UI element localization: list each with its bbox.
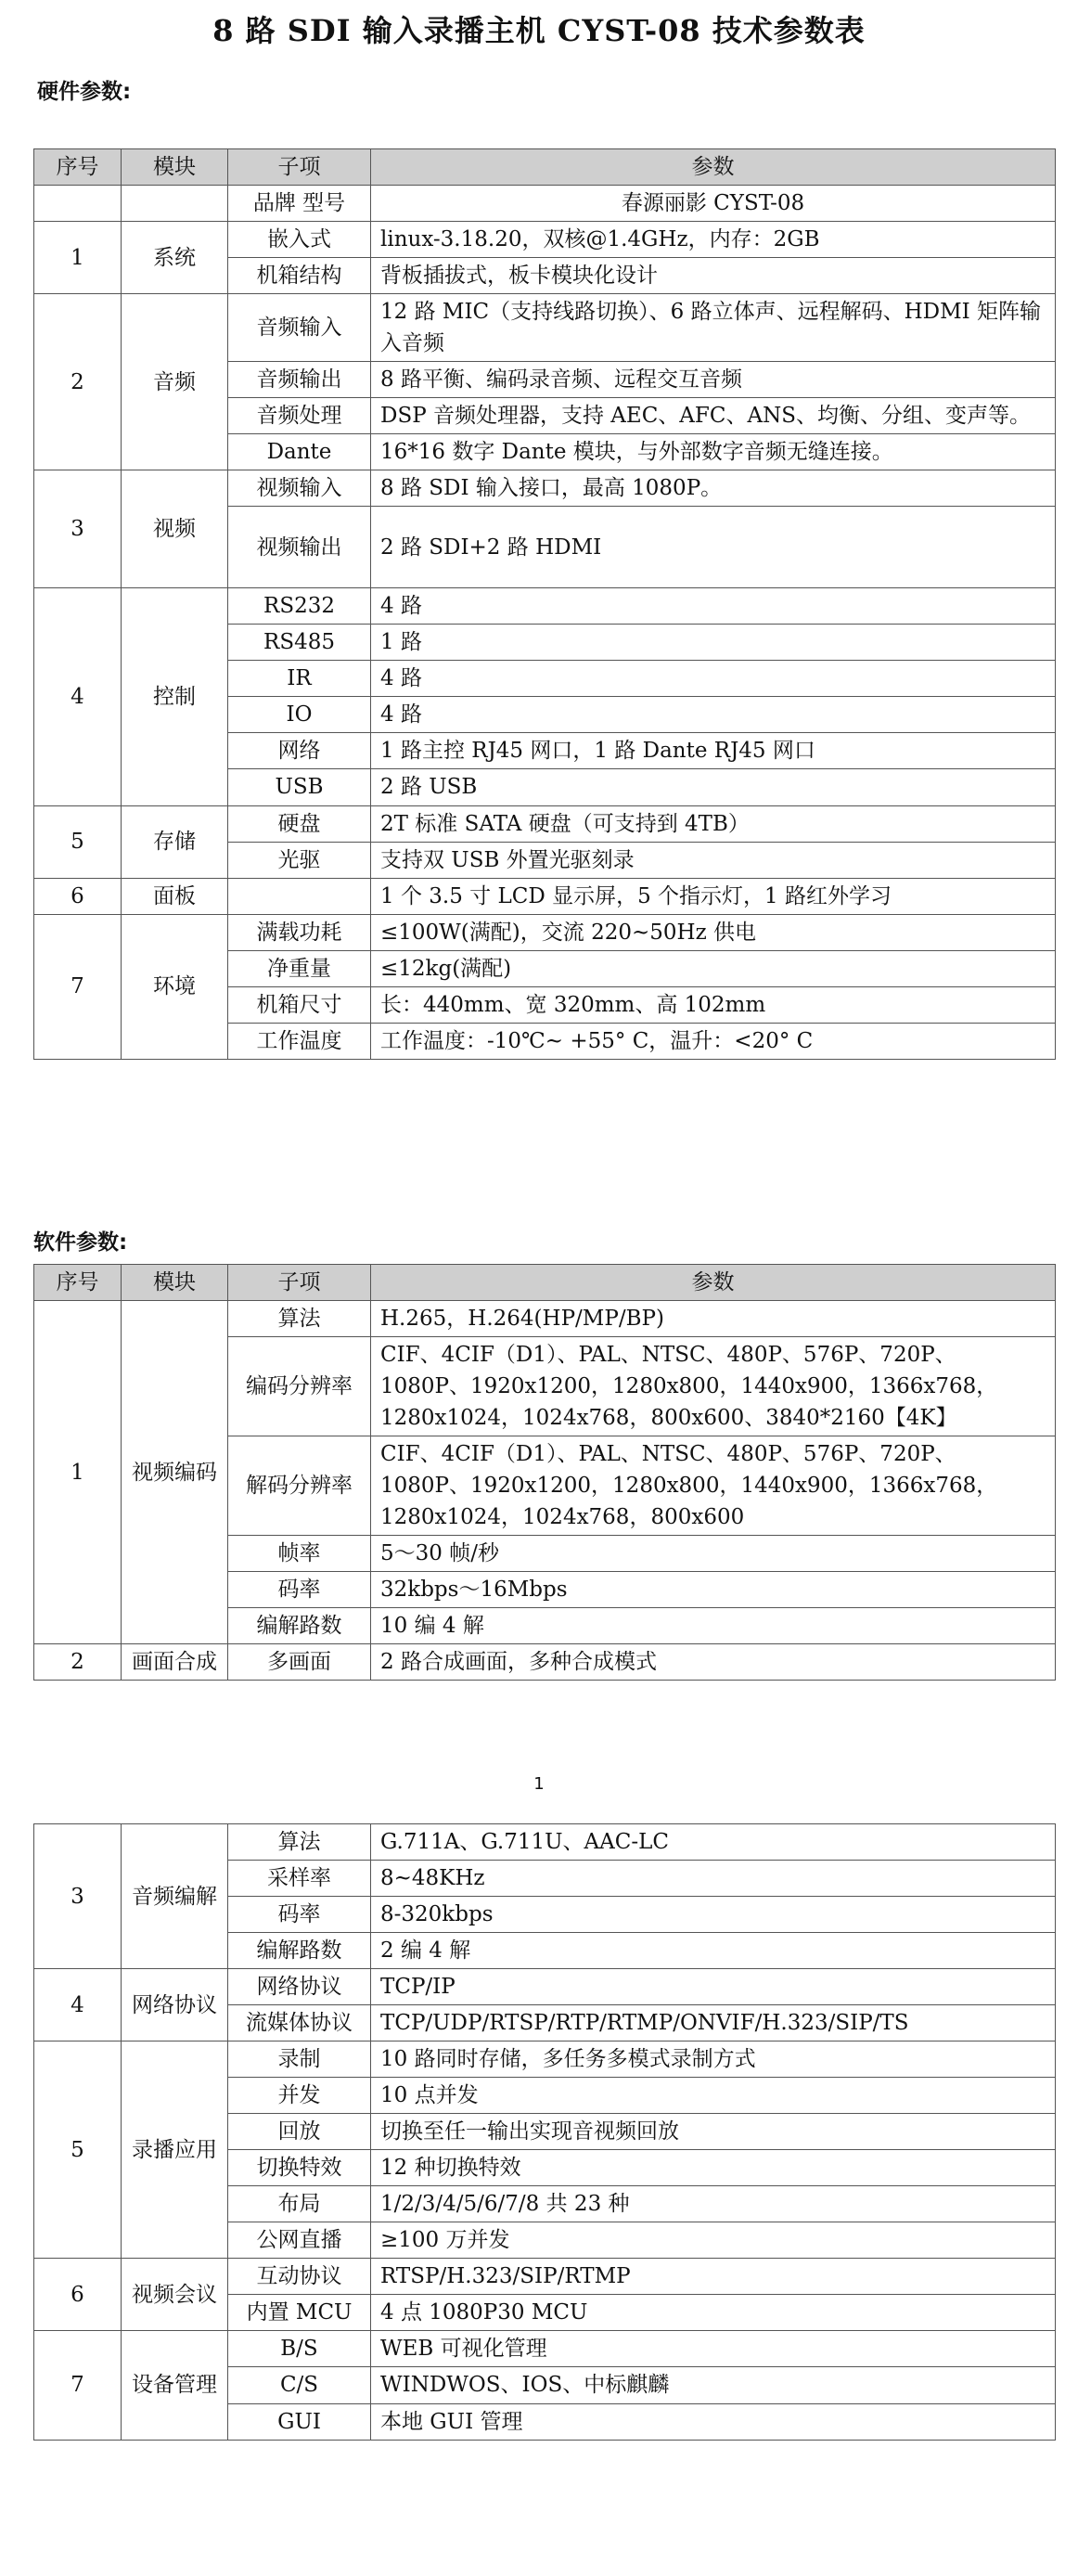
param-cell: 4 路	[371, 588, 1056, 625]
param-cell: 2 路 USB	[371, 769, 1056, 805]
table-row	[34, 914, 1056, 950]
table-row	[34, 470, 1056, 507]
param-cell: 本地 GUI 管理	[371, 2403, 1056, 2440]
item-cell: 视频输出	[228, 507, 371, 588]
item-cell: 流媒体协议	[228, 2005, 371, 2041]
param-cell: DSP 音频处理器，支持 AEC、AFC、ANS、均衡、分组、变声等。	[371, 398, 1056, 434]
param-cell: 2T 标准 SATA 硬盘（可支持到 4TB）	[371, 805, 1056, 842]
item-cell: IR	[228, 661, 371, 697]
module-cell: 控制	[122, 588, 228, 805]
item-cell: 多画面	[228, 1644, 371, 1681]
param-cell: 32kbps～16Mbps	[371, 1572, 1056, 1608]
param-cell: 5～30 帧/秒	[371, 1536, 1056, 1572]
item-cell: 帧率	[228, 1536, 371, 1572]
item-cell: 音频输入	[228, 294, 371, 362]
param-cell: CIF、4CIF（D1）、PAL、NTSC、480P、576P、720P、1080P、1920x1200，1280x800，1440x900，1366x768，1280x1024，1024x768，800x600、3840*2160【4K】	[371, 1337, 1056, 1436]
item-cell: 嵌入式	[228, 222, 371, 258]
item-cell: 码率	[228, 1572, 371, 1608]
param-cell: G.711A、G.711U、AAC-LC	[371, 1824, 1056, 1861]
item-cell: 并发	[228, 2078, 371, 2114]
item-cell: 算法	[228, 1824, 371, 1861]
item-cell: 网络	[228, 733, 371, 769]
table-row	[34, 294, 1056, 362]
row-number-cell: 2	[34, 294, 122, 470]
table-row	[34, 2331, 1056, 2367]
param-cell: TCP/IP	[371, 1969, 1056, 2005]
module-cell: 系统	[122, 222, 228, 294]
item-cell: 解码分辨率	[228, 1436, 371, 1536]
item-cell: RS232	[228, 588, 371, 625]
param-cell: 2 路合成画面，多种合成模式	[371, 1644, 1056, 1681]
param-cell: 4 路	[371, 661, 1056, 697]
item-cell: 录制	[228, 2041, 371, 2078]
item-cell: IO	[228, 697, 371, 733]
item-cell: USB	[228, 769, 371, 805]
table-row	[34, 186, 1056, 222]
param-cell: 1 路主控 RJ45 网口，1 路 Dante RJ45 网口	[371, 733, 1056, 769]
module-cell: 视频编码	[122, 1301, 228, 1644]
table-row	[34, 222, 1056, 258]
page-number: 1	[533, 1774, 545, 1794]
item-cell: GUI	[228, 2403, 371, 2440]
item-cell: 品牌 型号	[228, 186, 371, 222]
table-row	[34, 1824, 1056, 1861]
item-cell: 切换特效	[228, 2150, 371, 2186]
row-number-cell: 6	[34, 2259, 122, 2331]
module-cell: 面板	[122, 878, 228, 914]
module-cell: 存储	[122, 805, 228, 878]
row-number-cell: 7	[34, 2331, 122, 2440]
param-cell: 10 编 4 解	[371, 1608, 1056, 1644]
row-number-cell: 1	[34, 222, 122, 294]
param-cell: 8~48KHz	[371, 1861, 1056, 1897]
table-row	[34, 588, 1056, 625]
module-cell: 画面合成	[122, 1644, 228, 1681]
item-cell: 音频输出	[228, 362, 371, 398]
param-cell: 8-320kbps	[371, 1897, 1056, 1933]
param-cell: 春源丽影 CYST-08	[371, 186, 1056, 222]
module-cell: 设备管理	[122, 2331, 228, 2440]
hardware-spec-table	[33, 148, 1056, 1060]
software-spec-table	[33, 1264, 1056, 1681]
param-cell: linux-3.18.20，双核@1.4GHz，内存：2GB	[371, 222, 1056, 258]
item-cell: 互动协议	[228, 2259, 371, 2295]
table-row	[34, 2041, 1056, 2078]
table-row	[34, 2259, 1056, 2295]
table-row	[34, 878, 1056, 914]
header-module: 模块	[122, 1265, 228, 1301]
item-cell: 算法	[228, 1301, 371, 1337]
row-number-cell: 4	[34, 588, 122, 805]
row-number-cell: 3	[34, 470, 122, 588]
item-cell: RS485	[228, 625, 371, 661]
param-cell: 8 路平衡、编码录音频、远程交互音频	[371, 362, 1056, 398]
item-cell: 编解路数	[228, 1608, 371, 1644]
param-cell: CIF、4CIF（D1）、PAL、NTSC、480P、576P、720P、1080P、1920x1200，1280x800，1440x900，1366x768，1280x1024，1024x768，800x600	[371, 1436, 1056, 1536]
param-cell: 1/2/3/4/5/6/7/8 共 23 种	[371, 2186, 1056, 2222]
module-cell: 视频	[122, 470, 228, 588]
header-param: 参数	[371, 1265, 1056, 1301]
item-cell: 音频处理	[228, 398, 371, 434]
row-number-cell: 2	[34, 1644, 122, 1681]
module-cell: 环境	[122, 914, 228, 1059]
param-cell: WINDWOS、IOS、中标麒麟	[371, 2367, 1056, 2403]
header-no: 序号	[34, 1265, 122, 1301]
item-cell: B/S	[228, 2331, 371, 2367]
hardware-table-body	[34, 186, 1056, 1060]
param-cell: 4 路	[371, 697, 1056, 733]
param-cell: ≤100W(满配)，交流 220~50Hz 供电	[371, 914, 1056, 950]
module-cell: 视频会议	[122, 2259, 228, 2331]
param-cell: ≥100 万并发	[371, 2222, 1056, 2259]
param-cell: 长：440mm、宽 320mm、高 102mm	[371, 986, 1056, 1023]
item-cell: 公网直播	[228, 2222, 371, 2259]
param-cell: 2 路 SDI+2 路 HDMI	[371, 507, 1056, 588]
item-cell: 硬盘	[228, 805, 371, 842]
table-row	[34, 805, 1056, 842]
param-cell: WEB 可视化管理	[371, 2331, 1056, 2367]
item-cell: 内置 MCU	[228, 2295, 371, 2331]
item-cell: 布局	[228, 2186, 371, 2222]
item-cell: C/S	[228, 2367, 371, 2403]
item-cell: 机箱尺寸	[228, 986, 371, 1023]
param-cell: 12 种切换特效	[371, 2150, 1056, 2186]
param-cell: 4 点 1080P30 MCU	[371, 2295, 1056, 2331]
module-cell: 音频编解	[122, 1824, 228, 1969]
item-cell: 采样率	[228, 1861, 371, 1897]
item-cell: 光驱	[228, 842, 371, 878]
param-cell: ≤12kg(满配)	[371, 950, 1056, 986]
param-cell: 8 路 SDI 输入接口，最高 1080P。	[371, 470, 1056, 507]
table-header-row	[34, 1265, 1056, 1301]
item-cell: 回放	[228, 2114, 371, 2150]
module-cell: 音频	[122, 294, 228, 470]
software-table-body	[34, 1301, 1056, 1681]
param-cell: 1 路	[371, 625, 1056, 661]
row-number-cell: 5	[34, 805, 122, 878]
header-param: 参数	[371, 149, 1056, 186]
item-cell: 码率	[228, 1897, 371, 1933]
row-number-cell: 5	[34, 2041, 122, 2259]
row-number-cell: 3	[34, 1824, 122, 1969]
table-header-row	[34, 149, 1056, 186]
table-row	[34, 1969, 1056, 2005]
item-cell	[228, 878, 371, 914]
param-cell: RTSP/H.323/SIP/RTMP	[371, 2259, 1056, 2295]
header-item: 子项	[228, 149, 371, 186]
document-title: 8 路 SDI 输入录播主机 CYST-08 技术参数表	[212, 13, 866, 48]
param-cell: 工作温度：-10℃~ +55° C，温升：<20° C	[371, 1023, 1056, 1059]
module-cell: 录播应用	[122, 2041, 228, 2259]
param-cell: TCP/UDP/RTSP/RTP/RTMP/ONVIF/H.323/SIP/TS	[371, 2005, 1056, 2041]
row-number-cell: 1	[34, 1301, 122, 1644]
param-cell: 16*16 数字 Dante 模块，与外部数字音频无缝连接。	[371, 434, 1056, 470]
item-cell: 编解路数	[228, 1933, 371, 1969]
param-cell: 10 路同时存储，多任务多模式录制方式	[371, 2041, 1056, 2078]
param-cell: 支持双 USB 外置光驱刻录	[371, 842, 1056, 878]
item-cell: Dante	[228, 434, 371, 470]
item-cell: 工作温度	[228, 1023, 371, 1059]
row-number-cell	[34, 186, 122, 222]
param-cell: 10 点并发	[371, 2078, 1056, 2114]
item-cell: 网络协议	[228, 1969, 371, 2005]
software-spec-table-continued	[33, 1823, 1056, 2441]
param-cell: 背板插拔式，板卡模块化设计	[371, 258, 1056, 294]
param-cell: 12 路 MIC（支持线路切换）、6 路立体声、远程解码、HDMI 矩阵输入音频	[371, 294, 1056, 362]
table-row	[34, 1301, 1056, 1337]
software-heading: 软件参数:	[33, 1230, 128, 1255]
item-cell: 编码分辨率	[228, 1337, 371, 1436]
param-cell: 切换至任一输出实现音视频回放	[371, 2114, 1056, 2150]
header-no: 序号	[34, 149, 122, 186]
row-number-cell: 7	[34, 914, 122, 1059]
hardware-heading: 硬件参数:	[37, 80, 132, 104]
param-cell: H.265，H.264(HP/MP/BP)	[371, 1301, 1056, 1337]
row-number-cell: 6	[34, 878, 122, 914]
table-row	[34, 1644, 1056, 1681]
item-cell: 净重量	[228, 950, 371, 986]
param-cell: 2 编 4 解	[371, 1933, 1056, 1969]
item-cell: 视频输入	[228, 470, 371, 507]
software-table-body-continued	[34, 1824, 1056, 2441]
module-cell	[122, 186, 228, 222]
param-cell: 1 个 3.5 寸 LCD 显示屏，5 个指示灯，1 路红外学习	[371, 878, 1056, 914]
row-number-cell: 4	[34, 1969, 122, 2041]
module-cell: 网络协议	[122, 1969, 228, 2041]
item-cell: 满载功耗	[228, 914, 371, 950]
header-item: 子项	[228, 1265, 371, 1301]
item-cell: 机箱结构	[228, 258, 371, 294]
header-module: 模块	[122, 149, 228, 186]
